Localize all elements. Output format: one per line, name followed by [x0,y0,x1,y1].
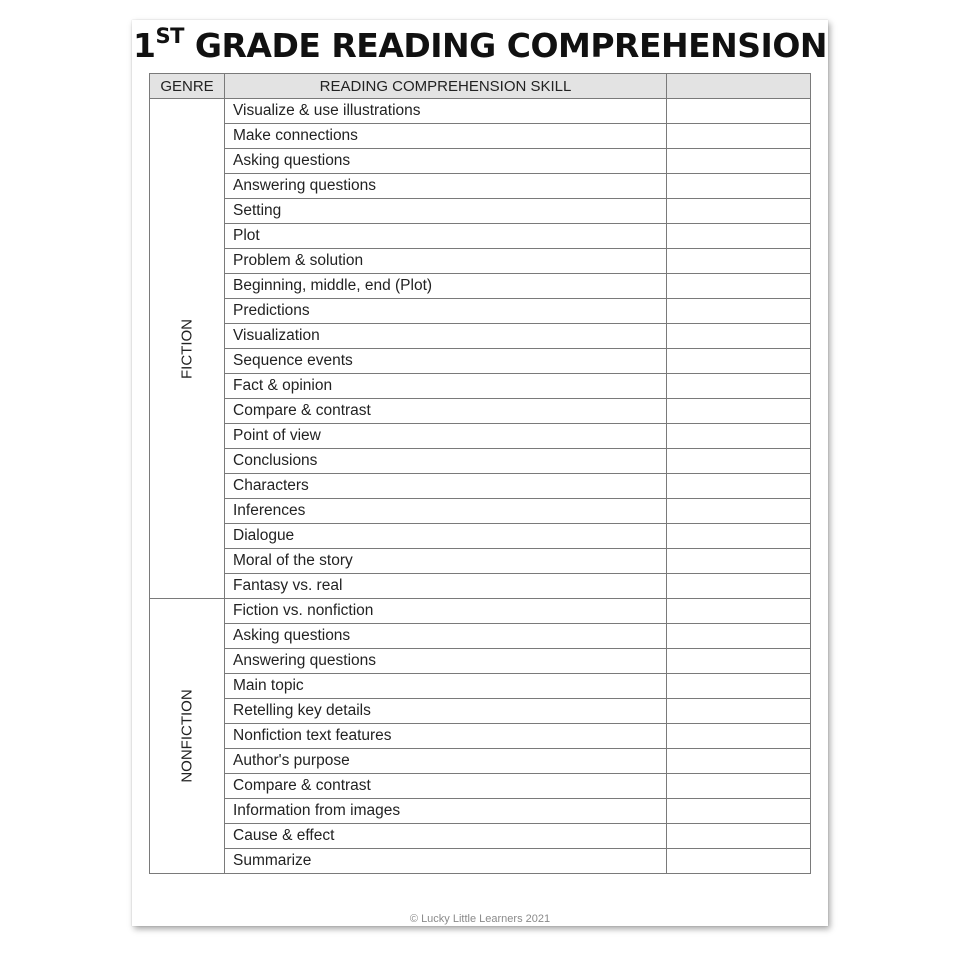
skill-column-header: READING COMPREHENSION SKILL [225,74,667,99]
table-row [150,174,811,199]
table-row [150,499,811,524]
copyright-footer: © Lucky Little Learners 2021 [409,913,551,925]
check-cell[interactable] [667,749,811,774]
table-row [150,274,811,299]
check-cell[interactable] [667,799,811,824]
check-cell[interactable] [667,249,811,274]
skill-cell: Compare & contrast [225,399,667,424]
check-cell[interactable] [667,699,811,724]
check-cell[interactable] [667,549,811,574]
check-cell[interactable] [667,524,811,549]
table-row [150,224,811,249]
check-cell[interactable] [667,724,811,749]
skill-cell: Setting [225,199,667,224]
skill-cell: Inferences [225,499,667,524]
table-row [150,199,811,224]
table-row [150,299,811,324]
skill-cell: Fantasy vs. real [225,574,667,599]
skill-cell: Compare & contrast [225,774,667,799]
genre-cell-nonfiction [150,599,225,874]
check-cell[interactable] [667,499,811,524]
skill-cell: Cause & effect [225,824,667,849]
check-cell[interactable] [667,124,811,149]
table-row [150,799,811,824]
skill-cell: Retelling key details [225,699,667,724]
table-header-row [150,74,811,99]
table-row [150,424,811,449]
genre-column-header: GENRE [150,74,225,99]
check-cell[interactable] [667,624,811,649]
check-column-header [667,74,811,99]
skill-cell: Dialogue [225,524,667,549]
table-row [150,699,811,724]
check-cell[interactable] [667,149,811,174]
check-cell[interactable] [667,199,811,224]
table-row [150,399,811,424]
skill-cell: Beginning, middle, end (Plot) [225,274,667,299]
table-row [150,774,811,799]
check-cell[interactable] [667,399,811,424]
table-row [150,349,811,374]
skill-cell: Predictions [225,299,667,324]
check-cell[interactable] [667,349,811,374]
skills-table [149,73,811,874]
genre-label: NONFICTION [178,689,196,783]
check-cell[interactable] [667,299,811,324]
table-row [150,474,811,499]
check-cell[interactable] [667,649,811,674]
skill-cell: Conclusions [225,449,667,474]
table-row [150,249,811,274]
page-title [132,26,828,65]
check-cell[interactable] [667,774,811,799]
check-cell[interactable] [667,599,811,624]
skill-cell: Characters [225,474,667,499]
check-cell[interactable] [667,449,811,474]
check-cell[interactable] [667,674,811,699]
skill-cell: Summarize [225,849,667,874]
check-cell[interactable] [667,99,811,124]
table-row [150,549,811,574]
skill-cell: Sequence events [225,349,667,374]
skill-cell: Information from images [225,799,667,824]
skill-cell: Make connections [225,124,667,149]
skill-cell: Fiction vs. nonfiction [225,599,667,624]
skill-cell: Visualize & use illustrations [225,99,667,124]
skill-cell: Moral of the story [225,549,667,574]
table-row [150,824,811,849]
skill-cell: Answering questions [225,174,667,199]
skill-cell: Author's purpose [225,749,667,774]
worksheet-page [132,20,828,926]
table-row [150,724,811,749]
check-cell[interactable] [667,324,811,349]
skill-cell: Plot [225,224,667,249]
check-cell[interactable] [667,574,811,599]
genre-cell-fiction [150,99,225,599]
table-row [150,124,811,149]
table-row [150,749,811,774]
skill-cell: Visualization [225,324,667,349]
table-row [150,524,811,549]
check-cell[interactable] [667,849,811,874]
check-cell[interactable] [667,474,811,499]
table-row [150,449,811,474]
skill-cell: Fact & opinion [225,374,667,399]
skill-cell: Point of view [225,424,667,449]
check-cell[interactable] [667,374,811,399]
skill-cell: Asking questions [225,624,667,649]
table-row [150,599,811,624]
title-text: GRADE READING COMPREHENSION [194,26,827,65]
table-row [150,849,811,874]
table-row [150,99,811,124]
title-ordinal-number: 1 [133,26,156,65]
check-cell[interactable] [667,224,811,249]
check-cell[interactable] [667,274,811,299]
skill-cell: Answering questions [225,649,667,674]
skill-cell: Nonfiction text features [225,724,667,749]
title-ordinal-suffix: ST [155,24,184,48]
table-row [150,574,811,599]
table-body [150,99,811,874]
check-cell[interactable] [667,824,811,849]
check-cell[interactable] [667,424,811,449]
check-cell[interactable] [667,174,811,199]
table-row [150,624,811,649]
table-row [150,149,811,174]
table-row [150,674,811,699]
genre-label: FICTION [178,318,196,379]
skill-cell: Main topic [225,674,667,699]
skill-cell: Asking questions [225,149,667,174]
table-row [150,649,811,674]
skill-cell: Problem & solution [225,249,667,274]
table-row [150,374,811,399]
table-row [150,324,811,349]
